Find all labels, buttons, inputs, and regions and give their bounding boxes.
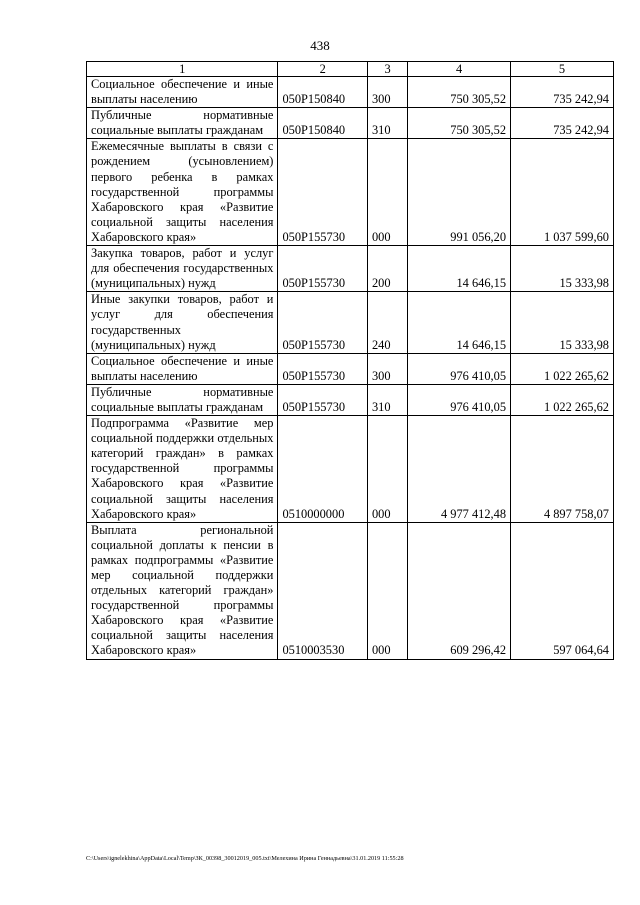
table-row	[87, 108, 614, 139]
row-value2-cell: 735 242,94	[511, 108, 614, 139]
row-value1-cell: 4 977 412,48	[408, 416, 511, 523]
row-value1-cell: 750 305,52	[408, 77, 511, 108]
row-type-cell: 000	[367, 416, 407, 523]
row-value2-cell: 1 022 265,62	[511, 353, 614, 384]
table-row	[87, 416, 614, 523]
row-name-cell: Выплата региональной социальной доплаты к пенсии в рамках подпрограммы «Развитие мер социальной поддержки отдельных категорий граждан» государственной программы Хабаровского края «Развитие социальной защиты населения Хабаровского края»	[87, 522, 278, 659]
row-value1-cell: 976 410,05	[408, 384, 511, 415]
row-name-cell: Социальное обеспечение и иные выплаты населению	[87, 77, 278, 108]
row-value1-cell: 14 646,15	[408, 246, 511, 292]
row-value2-cell: 15 333,98	[511, 292, 614, 353]
row-type-cell: 310	[367, 108, 407, 139]
row-code-cell: 050P155730	[278, 139, 368, 246]
row-code-cell: 050P155730	[278, 384, 368, 415]
row-value1-cell: 750 305,52	[408, 108, 511, 139]
row-value2-cell: 4 897 758,07	[511, 416, 614, 523]
page-number: 438	[310, 38, 330, 53]
row-type-cell: 310	[367, 384, 407, 415]
row-value2-cell: 735 242,94	[511, 77, 614, 108]
row-type-cell: 300	[367, 77, 407, 108]
row-value2-cell: 1 037 599,60	[511, 139, 614, 246]
table-row	[87, 384, 614, 415]
row-code-cell: 0510000000	[278, 416, 368, 523]
row-value1-cell: 991 056,20	[408, 139, 511, 246]
table-row	[87, 139, 614, 246]
header-cell-1: 1	[87, 62, 278, 77]
row-value2-cell: 1 022 265,62	[511, 384, 614, 415]
header-cell-5: 5	[511, 62, 614, 77]
row-value2-cell: 15 333,98	[511, 246, 614, 292]
row-value1-cell: 14 646,15	[408, 292, 511, 353]
row-code-cell: 050P155730	[278, 246, 368, 292]
table-header-row	[87, 62, 614, 77]
row-code-cell: 050P155730	[278, 353, 368, 384]
row-value1-cell: 976 410,05	[408, 353, 511, 384]
row-value1-cell: 609 296,42	[408, 522, 511, 659]
row-code-cell: 050P150840	[278, 77, 368, 108]
row-name-cell: Социальное обеспечение и иные выплаты населению	[87, 353, 278, 384]
row-type-cell: 240	[367, 292, 407, 353]
header-cell-2: 2	[278, 62, 368, 77]
row-name-cell: Публичные нормативные социальные выплаты гражданам	[87, 384, 278, 415]
header-cell-4: 4	[408, 62, 511, 77]
row-name-cell: Иные закупки товаров, работ и услуг для обеспечения государственных (муниципальных) нужд	[87, 292, 278, 353]
table-row	[87, 522, 614, 659]
table-row	[87, 246, 614, 292]
table-row	[87, 77, 614, 108]
row-type-cell: 300	[367, 353, 407, 384]
row-name-cell: Закупка товаров, работ и услуг для обеспечения государственных (муниципальных) нужд	[87, 246, 278, 292]
row-type-cell: 000	[367, 139, 407, 246]
budget-table	[86, 61, 614, 660]
row-code-cell: 0510003530	[278, 522, 368, 659]
row-name-cell: Публичные нормативные социальные выплаты гражданам	[87, 108, 278, 139]
row-type-cell: 200	[367, 246, 407, 292]
row-name-cell: Ежемесячные выплаты в связи с рождением (усыновлением) первого ребенка в рамках государственной программы Хабаровского края «Развитие социальной защиты населения Хабаровского края»	[87, 139, 278, 246]
row-name-cell: Подпрограмма «Развитие мер социальной поддержки отдельных категорий граждан» в рамках государственной программы Хабаровского края «Развитие социальной защиты населения Хабаровского края»	[87, 416, 278, 523]
table-row	[87, 353, 614, 384]
row-code-cell: 050P155730	[278, 292, 368, 353]
table-row	[87, 292, 614, 353]
row-type-cell: 000	[367, 522, 407, 659]
budget-table-body	[87, 62, 614, 660]
row-code-cell: 050P150840	[278, 108, 368, 139]
header-cell-3: 3	[367, 62, 407, 77]
footer-file-path: C:\Users\ignelekhina\AppData\Local\Temp\ЗК_00398_30012019_005.txt\Мелехина Ирина Геннадьевна\31.01.2019 11:55:28	[86, 855, 404, 862]
row-value2-cell: 597 064,64	[511, 522, 614, 659]
